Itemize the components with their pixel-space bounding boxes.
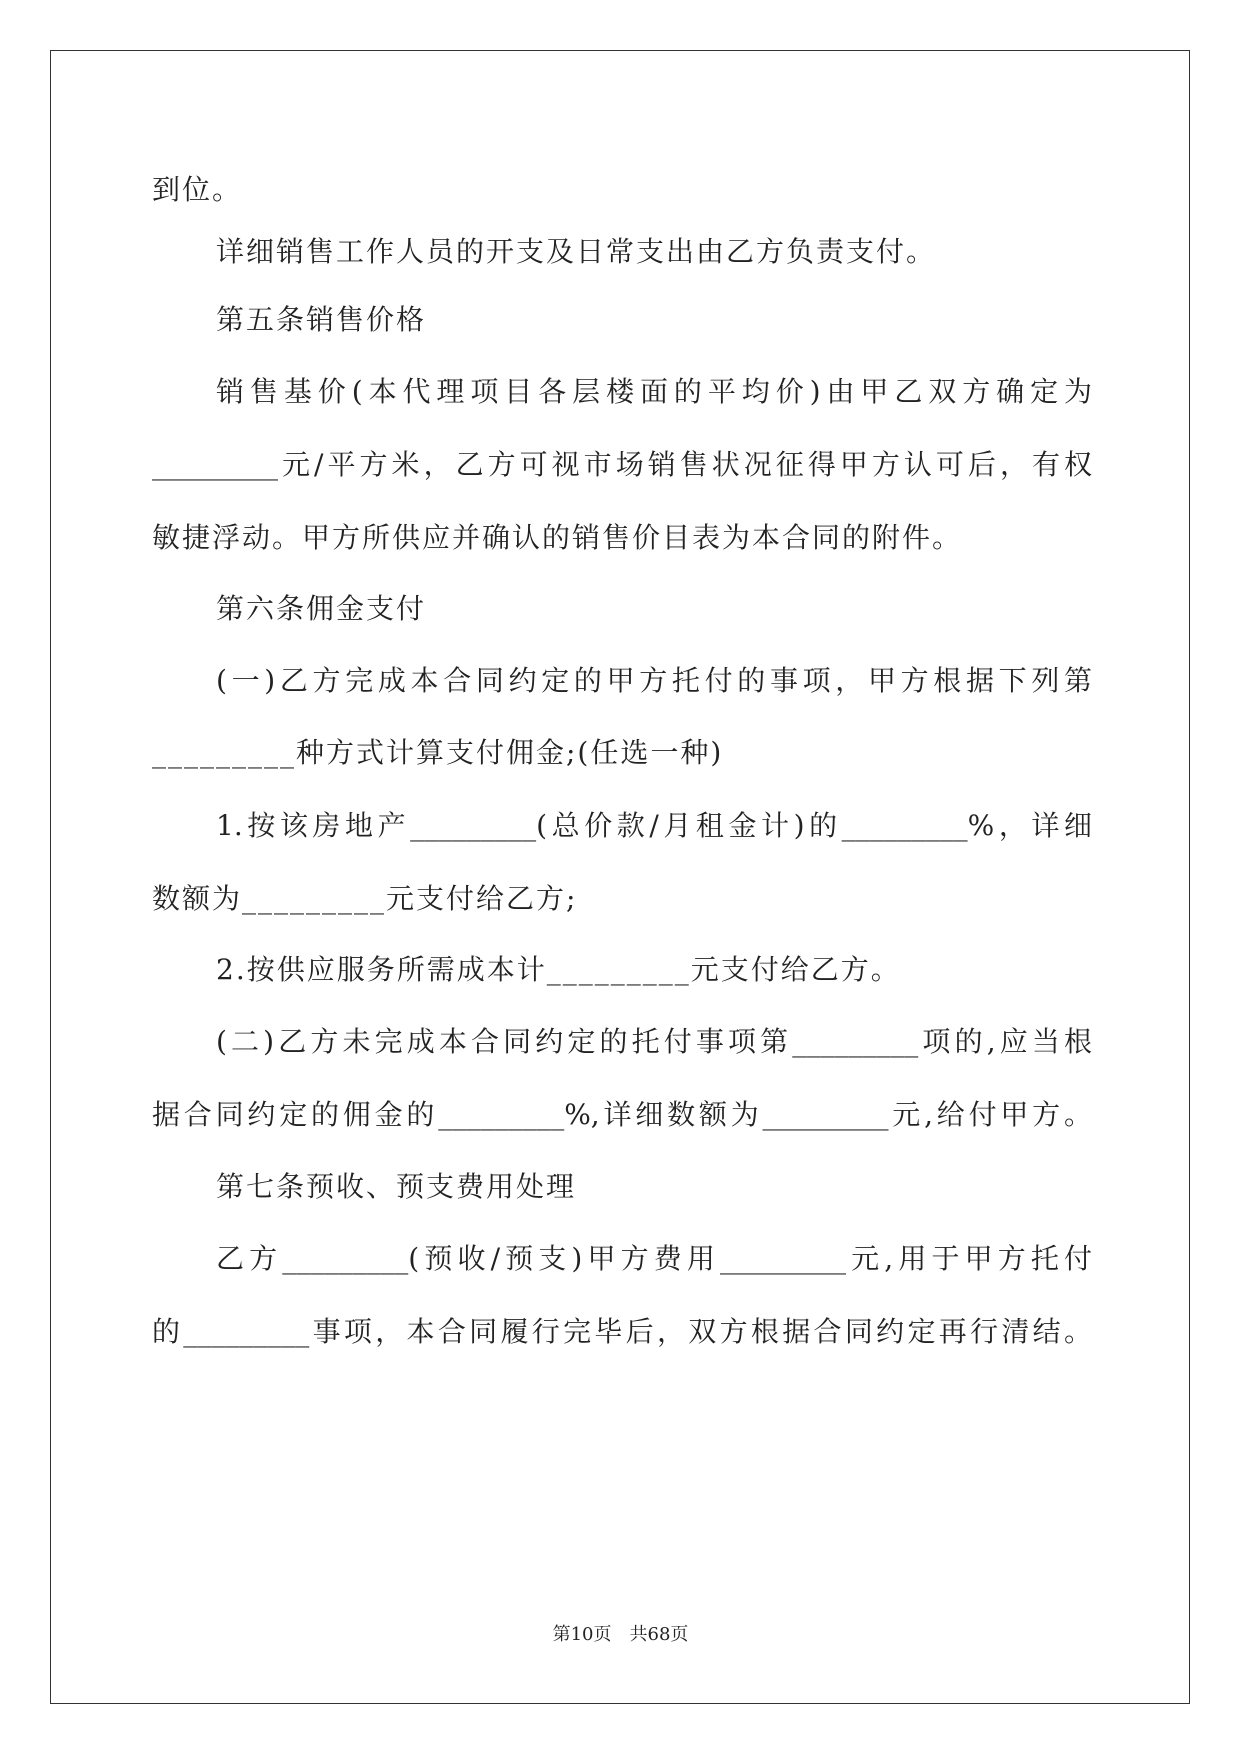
text-line: (二)乙方未完成本合同约定的托付事项第_________项的,应当根 bbox=[216, 1025, 1092, 1058]
text-line: 的_________事项，本合同履行完毕后，双方根据合同约定再行清结。 bbox=[152, 1315, 1092, 1348]
text-line: _________元/平方米，乙方可视市场销售状况征得甲方认可后，有权 bbox=[152, 448, 1092, 481]
page-number-footer: 第10页 共68页 bbox=[552, 1624, 689, 1645]
page-frame bbox=[50, 50, 1190, 1704]
text-line: 据合同约定的佣金的_________%,详细数额为_________元,给付甲方。 bbox=[152, 1098, 1092, 1131]
text-line: (一)乙方完成本合同约定的甲方托付的事项，甲方根据下列第 bbox=[216, 664, 1092, 697]
text-line: 敏捷浮动。甲方所供应并确认的销售价目表为本合同的附件。 bbox=[152, 521, 963, 554]
text-line: 详细销售工作人员的开支及日常支出由乙方负责支付。 bbox=[216, 235, 937, 268]
section-heading: 第七条预收、预支费用处理 bbox=[216, 1170, 577, 1203]
text-line: 数额为_________元支付给乙方; bbox=[152, 882, 578, 915]
text-line: 到位。 bbox=[152, 173, 243, 206]
text-line: 2.按供应服务所需成本计_________元支付给乙方。 bbox=[216, 953, 901, 986]
text-line: _________种方式计算支付佣金;(任选一种) bbox=[152, 736, 724, 769]
text-line: 1.按该房地产_________(总价款/月租金计)的_________%，详细 bbox=[216, 809, 1092, 842]
text-line: 乙方_________(预收/预支)甲方费用_________元,用于甲方托付 bbox=[216, 1242, 1092, 1275]
section-heading: 第五条销售价格 bbox=[216, 303, 427, 336]
text-line: 销售基价(本代理项目各层楼面的平均价)由甲乙双方确定为 bbox=[216, 375, 1092, 408]
section-heading: 第六条佣金支付 bbox=[216, 592, 427, 625]
